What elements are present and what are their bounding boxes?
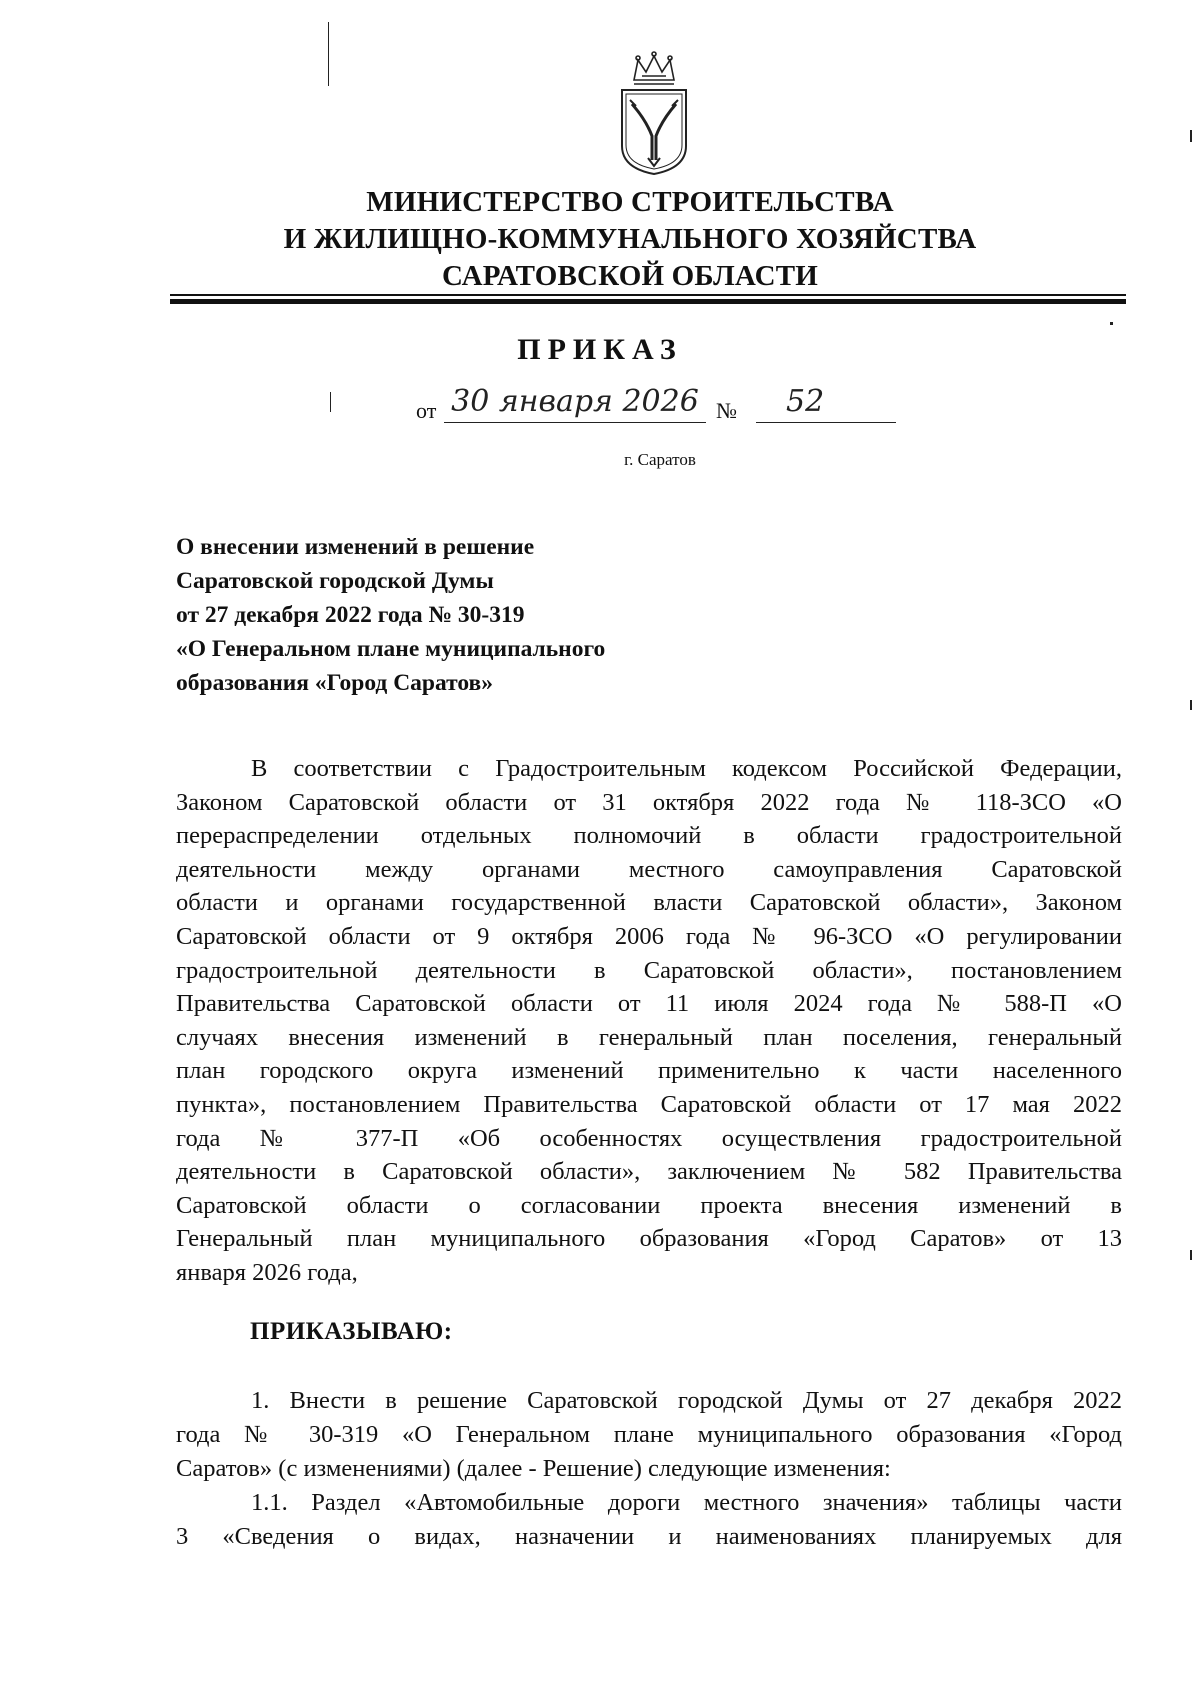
text-line: случаях внесения изменений в генеральный план поселения, генеральный xyxy=(176,1023,1122,1051)
document-type: ПРИКАЗ xyxy=(517,333,683,366)
text-line: года № 30-319 «О Генеральном плане муниципального образования «Город xyxy=(176,1421,1122,1448)
text-line: Саратовской области о согласовании проекта внесения изменений в xyxy=(176,1191,1122,1219)
text-line: года № 377-П «Об особенностях осуществления градостроительной xyxy=(176,1124,1122,1152)
ministry-line: МИНИСТЕРСТВО СТРОИТЕЛЬСТВА xyxy=(366,186,894,218)
number-handwritten: 52 xyxy=(786,384,825,419)
text-line: Саратов» (с изменениями) (далее - Решение) следующие изменения: xyxy=(176,1455,891,1482)
text-line: деятельности между органами местного самоуправления Саратовской xyxy=(176,855,1122,883)
scan-artifact xyxy=(1110,322,1113,325)
text-line: 1.1. Раздел «Автомобильные дороги местного значения» таблицы части xyxy=(251,1489,1122,1516)
scan-artifact xyxy=(328,22,329,86)
document-title xyxy=(176,530,796,700)
header-rule-thin xyxy=(170,294,1126,296)
text-line: Правительства Саратовской области от 11 июля 2024 года № 588-П «О xyxy=(176,990,1122,1018)
scan-artifact xyxy=(330,392,331,412)
text-line: области и органами государственной власти Саратовской области», Законом xyxy=(176,889,1122,917)
ministry-line: И ЖИЛИЩНО-КОММУНАЛЬНОГО ХОЗЯЙСТВА xyxy=(283,223,977,255)
date-underline xyxy=(444,422,706,423)
text-line: план городского округа изменений применительно к части населенного xyxy=(176,1057,1122,1085)
title-line: Саратовской городской Думы xyxy=(176,568,494,594)
date-handwritten: 30 января 2026 xyxy=(451,384,699,419)
text-line: В соответствии с Градостроительным кодексом Российской Федерации, xyxy=(251,755,1122,782)
header-rule-thick xyxy=(170,299,1126,304)
title-line: «О Генеральном плане муниципального xyxy=(176,636,606,662)
text-line: пункта», постановлением Правительства Саратовской области от 17 мая 2022 xyxy=(176,1090,1122,1118)
title-line: образования «Город Саратов» xyxy=(176,670,493,696)
text-line: 1. Внести в решение Саратовской городской Думы от 27 декабря 2022 xyxy=(251,1387,1122,1414)
date-prefix: от xyxy=(416,398,437,423)
coat-of-arms-icon xyxy=(612,50,696,176)
city: г. Саратов xyxy=(624,450,696,469)
number-prefix: № xyxy=(716,398,737,423)
preamble-paragraph xyxy=(176,752,1122,1290)
ministry-line: САРАТОВСКОЙ ОБЛАСТИ xyxy=(441,260,819,292)
scan-artifact xyxy=(1190,130,1192,142)
number-underline xyxy=(756,422,896,423)
title-line: О внесении изменений в решение xyxy=(176,534,535,560)
text-line: января 2026 года, xyxy=(176,1258,358,1286)
title-line: от 27 декабря 2022 года № 30-319 xyxy=(176,602,525,628)
text-line: Генеральный план муниципального образования «Город Саратов» от 13 xyxy=(176,1225,1122,1253)
scan-artifact xyxy=(1190,1250,1192,1260)
date-number-line xyxy=(416,384,896,424)
text-line: Законом Саратовской области от 31 октября 2022 года № 118-ЗСО «О xyxy=(176,788,1122,816)
text-line: перераспределении отдельных полномочий в области градостроительной xyxy=(176,822,1122,850)
text-line: градостроительной деятельности в Саратовской области», постановлением xyxy=(176,956,1122,984)
ministry-name xyxy=(250,184,1010,295)
order-items xyxy=(176,1384,1122,1554)
order-word: ПРИКАЗЫВАЮ: xyxy=(250,1318,453,1345)
text-line: Саратовской области от 9 октября 2006 года № 96-ЗСО «О регулировании xyxy=(176,922,1122,950)
text-line: 3 «Сведения о видах, назначении и наименованиях планируемых для xyxy=(176,1523,1122,1550)
scan-artifact xyxy=(1190,700,1192,710)
text-line: деятельности в Саратовской области», заключением № 582 Правительства xyxy=(176,1158,1122,1186)
